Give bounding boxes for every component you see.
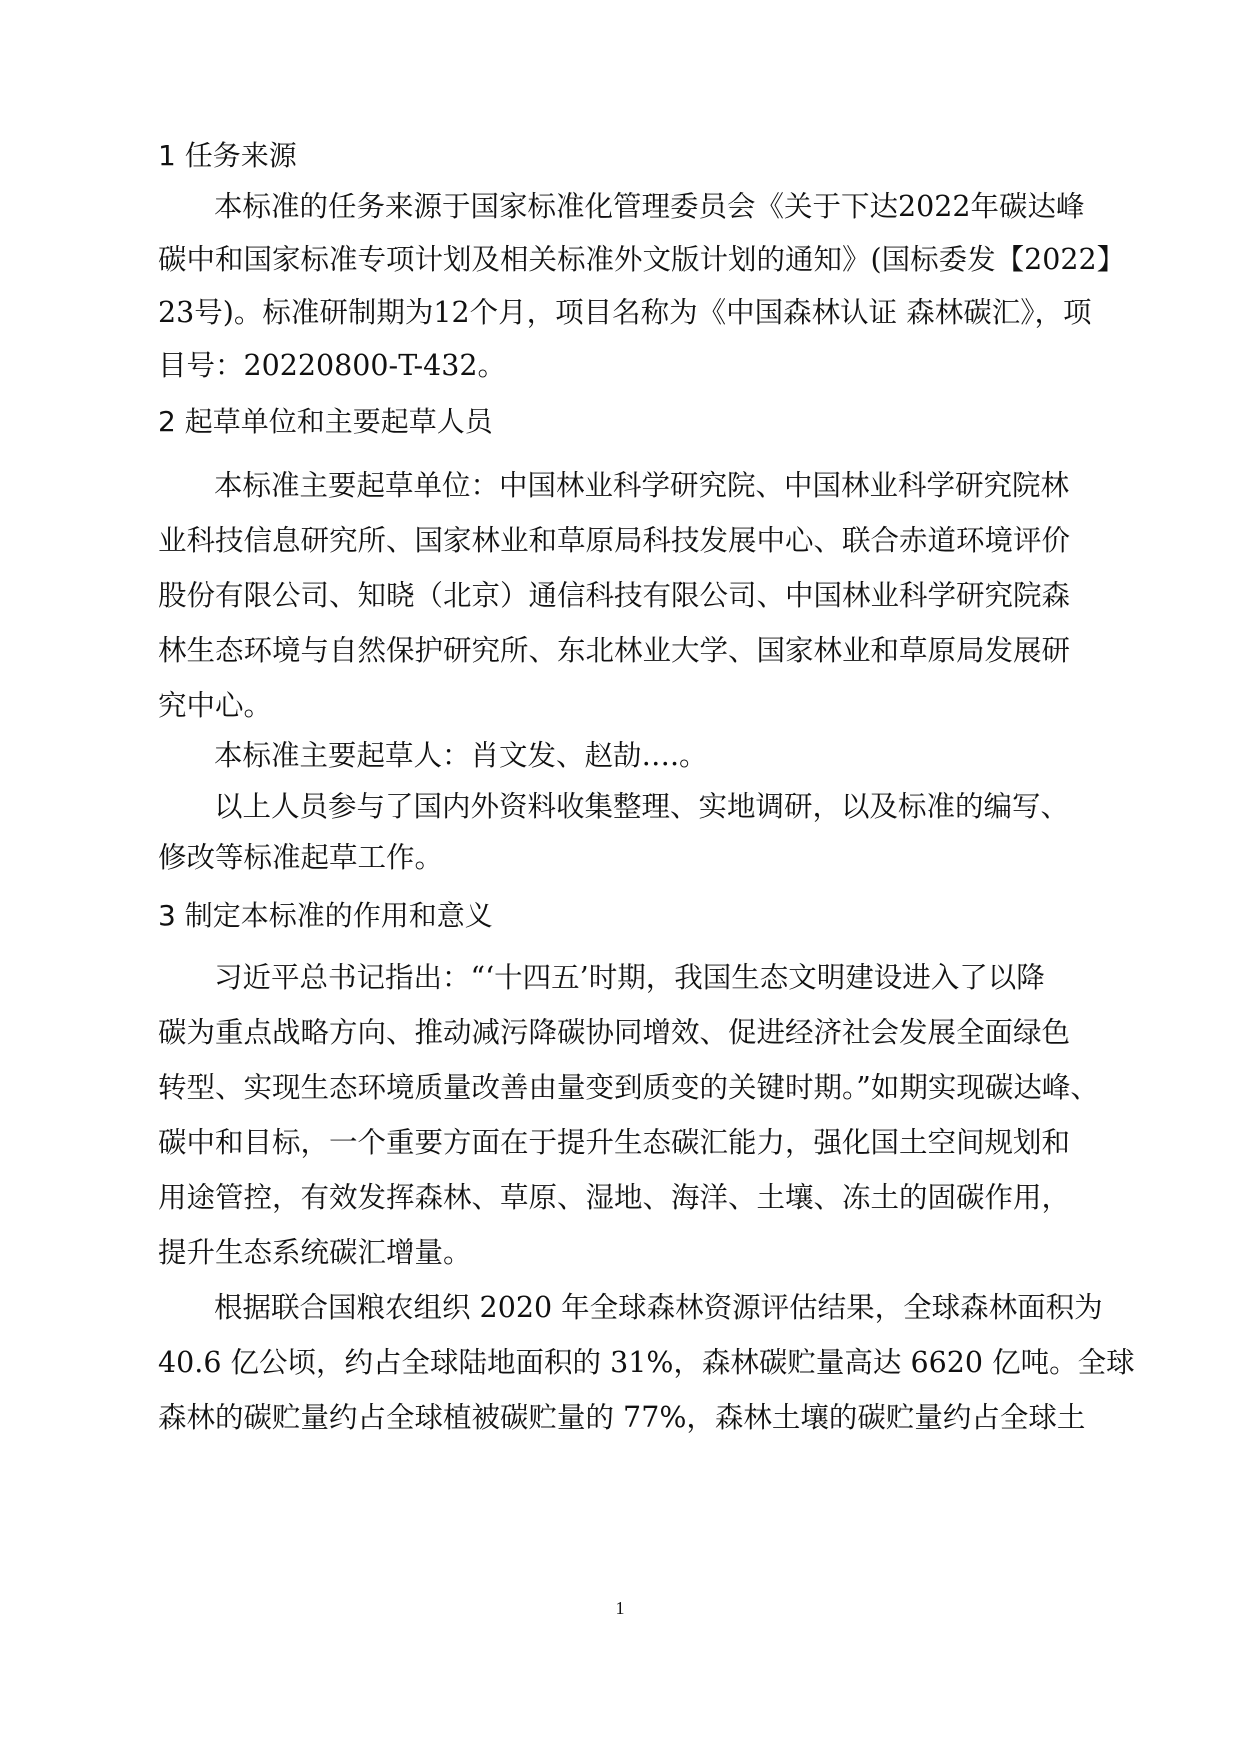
- paragraph-line: 本标准的任务来源于国家标准化管理委员会《关于下达2022年碳达峰: [214, 190, 1085, 223]
- paragraph-line: 根据联合国粮农组织 2020 年全球森林资源评估结果，全球森林面积为: [214, 1291, 1103, 1324]
- paragraph-line: 林生态环境与自然保护研究所、东北林业大学、国家林业和草原局发展研: [158, 634, 1071, 667]
- page-number: 1: [615, 1598, 625, 1618]
- paragraph-line: 本标准主要起草单位：中国林业科学研究院、中国林业科学研究院林: [214, 469, 1070, 502]
- paragraph-line: 以上人员参与了国内外资料收集整理、实地调研，以及标准的编写、: [214, 790, 1070, 823]
- paragraph-line: 本标准主要起草人：肖文发、赵劼….。: [214, 739, 708, 772]
- paragraph-line: 目号：20220800-T-432。: [158, 349, 507, 382]
- paragraph-line: 修改等标准起草工作。: [158, 841, 444, 874]
- section-heading: 3 制定本标准的作用和意义: [158, 899, 493, 932]
- paragraph-line: 23号)。标准研制期为12个月，项目名称为《中国森林认证 森林碳汇》，项: [158, 296, 1092, 329]
- paragraph-line: 转型、实现生态环境质量改善由量变到质变的关键时期。”如期实现碳达峰、: [158, 1071, 1099, 1104]
- paragraph-line: 森林的碳贮量约占全球植被碳贮量的 77%，森林土壤的碳贮量约占全球土: [158, 1401, 1086, 1434]
- section-heading: 1 任务来源: [158, 139, 297, 172]
- paragraph-line: 提升生态系统碳汇增量。: [158, 1236, 472, 1269]
- paragraph-line: 用途管控，有效发挥森林、草原、湿地、海洋、土壤、冻土的固碳作用，: [158, 1181, 1071, 1214]
- paragraph-line: 习近平总书记指出：“‘十四五’时期，我国生态文明建设进入了以降: [214, 961, 1045, 994]
- paragraph-line: 40.6 亿公顷，约占全球陆地面积的 31%，森林碳贮量高达 6620 亿吨。全球: [158, 1346, 1135, 1379]
- paragraph-line: 股份有限公司、知晓（北京）通信科技有限公司、中国林业科学研究院森: [158, 579, 1071, 612]
- paragraph-line: 碳中和目标，一个重要方面在于提升生态碳汇能力，强化国土空间规划和: [158, 1126, 1071, 1159]
- paragraph-line: 碳中和国家标准专项计划及相关标准外文版计划的通知》(国标委发【2022】: [158, 243, 1126, 276]
- section-heading: 2 起草单位和主要起草人员: [158, 405, 493, 438]
- paragraph-line: 碳为重点战略方向、推动减污降碳协同增效、促进经济社会发展全面绿色: [158, 1016, 1071, 1049]
- paragraph-line: 业科技信息研究所、国家林业和草原局科技发展中心、联合赤道环境评价: [158, 524, 1071, 557]
- paragraph-line: 究中心。: [158, 689, 273, 722]
